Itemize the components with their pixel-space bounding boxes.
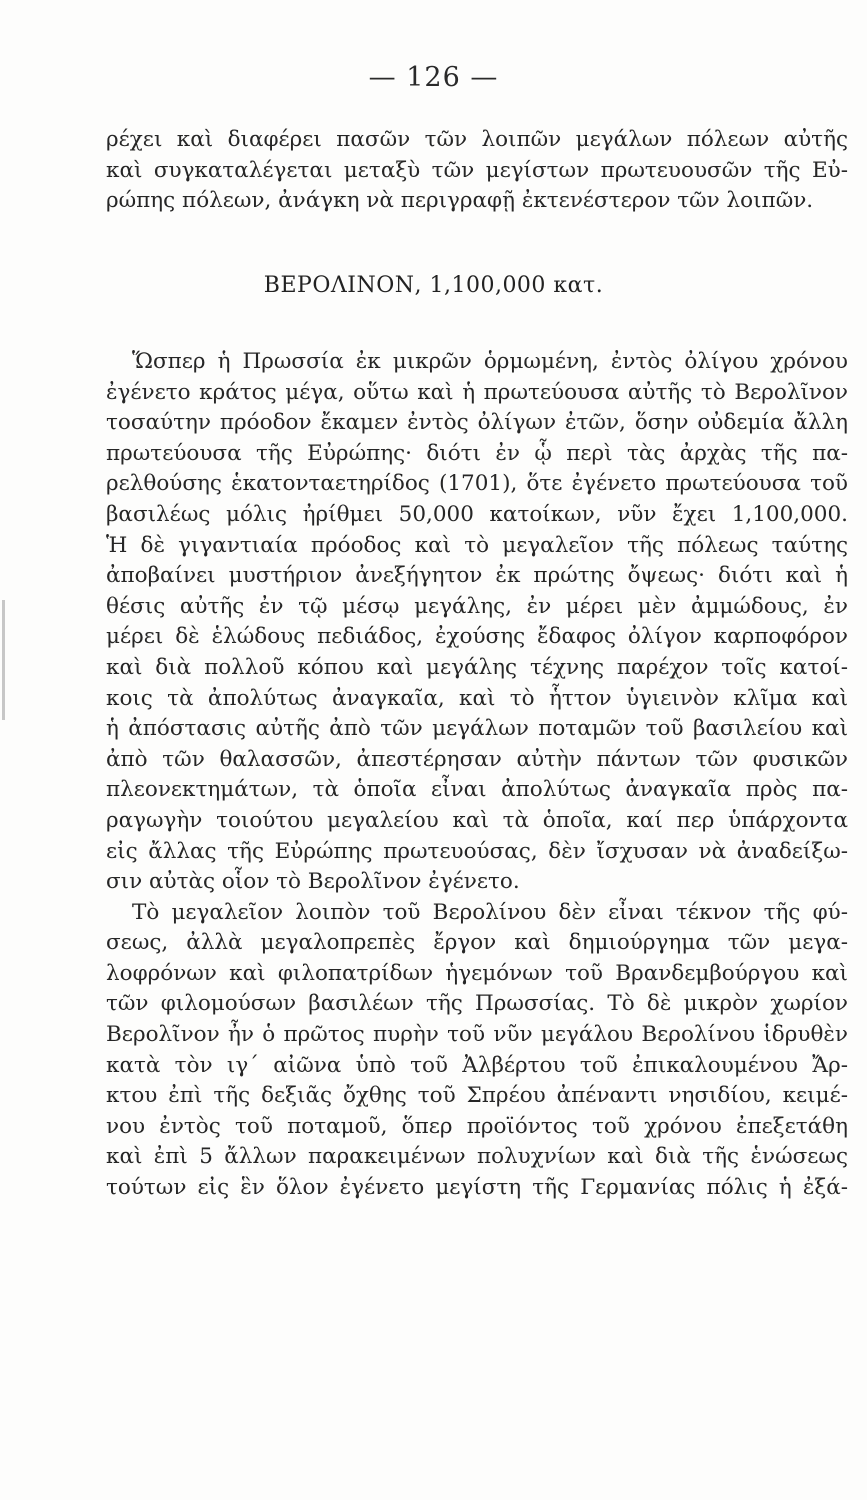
- text-line: Βερολῖνον ἦν ὁ πρῶτος πυρὴν τοῦ νῦν μεγάλου Βερολίνου ἱδρυθὲν: [106, 1022, 848, 1048]
- text-line: καὶ συγκαταλέγεται μεταξὺ τῶν μεγίστων πρωτευουσῶν τῆς Εὐ-: [106, 157, 848, 183]
- text-line: πρωτεύουσα τῆς Εὐρώπης· διότι ἐν ᾧ περὶ τὰς ἀρχὰς τῆς πα-: [106, 440, 848, 466]
- text-line: βασιλέως μόλις ἠρίθμει 50,000 κατοίκων, νῦν ἔχει 1,100,000.: [106, 501, 848, 527]
- text-line: τοσαύτην πρόοδον ἔκαμεν ἐντὸς ὀλίγων ἐτῶν, ὅσην οὐδεμία ἄλλη: [106, 410, 848, 436]
- text-line: εἰς ἄλλας τῆς Εὐρώπης πρωτευούσας, δὲν ἴσχυσαν νὰ ἀναδείξω-: [106, 838, 848, 864]
- text-line: ρώπης πόλεων, ἀνάγκη νὰ περιγραφῇ ἐκτενέστερον τῶν λοιπῶν.: [106, 188, 814, 214]
- text-line: ραγωγὴν τοιούτου μεγαλείου καὶ τὰ ὁποῖα, καί περ ὑπάρχοντα: [106, 807, 848, 833]
- text-line: μέρει δὲ ἑλώδους πεδιάδος, ἐχούσης ἔδαφος ὀλίγον καρποφόρον: [106, 624, 848, 650]
- text-line: τῶν φιλομούσων βασιλέων τῆς Πρωσσίας. Τὸ δὲ μικρὸν χωρίον: [106, 991, 848, 1017]
- left-margin-mark: [2, 600, 5, 720]
- text-line: σιν αὐτὰς οἷον τὸ Βερολῖνον ἐγένετο.: [106, 869, 520, 895]
- text-line: νου ἐντὸς τοῦ ποταμοῦ, ὅπερ προϊόντος τοῦ χρόνου ἐπεξετάθη: [106, 1113, 848, 1139]
- section-heading: ΒΕΡΟΛΙΝΟΝ, 1,100,000 κατ.: [263, 273, 604, 298]
- text-line: ἀπὸ τῶν θαλασσῶν, ἀπεστέρησαν αὐτὴν πάντων τῶν φυσικῶν: [106, 746, 848, 772]
- text-line: Ἡ δὲ γιγαντιαία πρόοδος καὶ τὸ μεγαλεῖον τῆς πόλεως ταύτης: [106, 532, 848, 558]
- page-number: — 126 —: [368, 62, 499, 93]
- text-line: σεως, ἀλλὰ μεγαλοπρεπὲς ἔργον καὶ δημιούργημα τῶν μεγα-: [106, 930, 848, 956]
- text-line: κτου ἐπὶ τῆς δεξιᾶς ὄχθης τοῦ Σπρέου ἀπέναντι νησιδίου, κειμέ-: [106, 1083, 848, 1109]
- text-line: ρελθούσης ἑκατονταετηρίδος (1701), ὅτε ἐγένετο πρωτεύουσα τοῦ: [106, 471, 848, 497]
- continuation-paragraph: [106, 125, 848, 217]
- text-line: ἀποβαίνει μυστήριον ἀνεξήγητον ἐκ πρώτης ὄψεως· διότι καὶ ἡ: [106, 563, 848, 589]
- text-line: Τὸ μεγαλεῖον λοιπὸν τοῦ Βερολίνου δὲν εἶναι τέκνον τῆς φύ-: [132, 899, 848, 925]
- text-line: καὶ ἐπὶ 5 ἄλλων παρακειμένων πολυχνίων καὶ διὰ τῆς ἑνώσεως: [106, 1144, 848, 1170]
- text-line: ἐγένετο κράτος μέγα, οὕτω καὶ ἡ πρωτεύουσα αὐτῆς τὸ Βερολῖνον: [106, 379, 848, 405]
- text-line: πλεονεκτημάτων, τὰ ὁποῖα εἶναι ἀπολύτως ἀναγκαῖα πρὸς πα-: [106, 777, 848, 803]
- text-line: ρέχει καὶ διαφέρει πασῶν τῶν λοιπῶν μεγάλων πόλεων αὐτῆς: [106, 127, 848, 152]
- text-line: Ὥσπερ ἡ Πρωσσία ἐκ μικρῶν ὁρμωμένη, ἐντὸς ὀλίγου χρόνου: [132, 349, 848, 374]
- text-line: θέσις αὐτῆς ἐν τῷ μέσῳ μεγάλης, ἐν μέρει μὲν ἀμμώδους, ἐν: [106, 593, 848, 619]
- text-line: κοις τὰ ἀπολύτως ἀναγκαῖα, καὶ τὸ ἧττον ὑγιεινὸν κλῖμα καὶ: [106, 685, 848, 711]
- text-line: λοφρόνων καὶ φιλοπατρίδων ἡγεμόνων τοῦ Βρανδεμβούργου καὶ: [106, 960, 848, 986]
- text-line: τούτων εἰς ἓν ὅλον ἐγένετο μεγίστη τῆς Γερμανίας πόλις ἡ ἐξά-: [106, 1175, 848, 1201]
- body-text: [106, 347, 848, 1204]
- text-line: καὶ διὰ πολλοῦ κόπου καὶ μεγάλης τέχνης παρέχον τοῖς κατοί-: [106, 654, 848, 680]
- text-line: ἡ ἀπόστασις αὐτῆς ἀπὸ τῶν μεγάλων ποταμῶν τοῦ βασιλείου καὶ: [106, 716, 848, 742]
- text-line: κατὰ τὸν ιγ΄ αἰῶνα ὑπὸ τοῦ Ἀλβέρτου τοῦ ἐπικαλουμένου Ἄρ-: [106, 1052, 848, 1078]
